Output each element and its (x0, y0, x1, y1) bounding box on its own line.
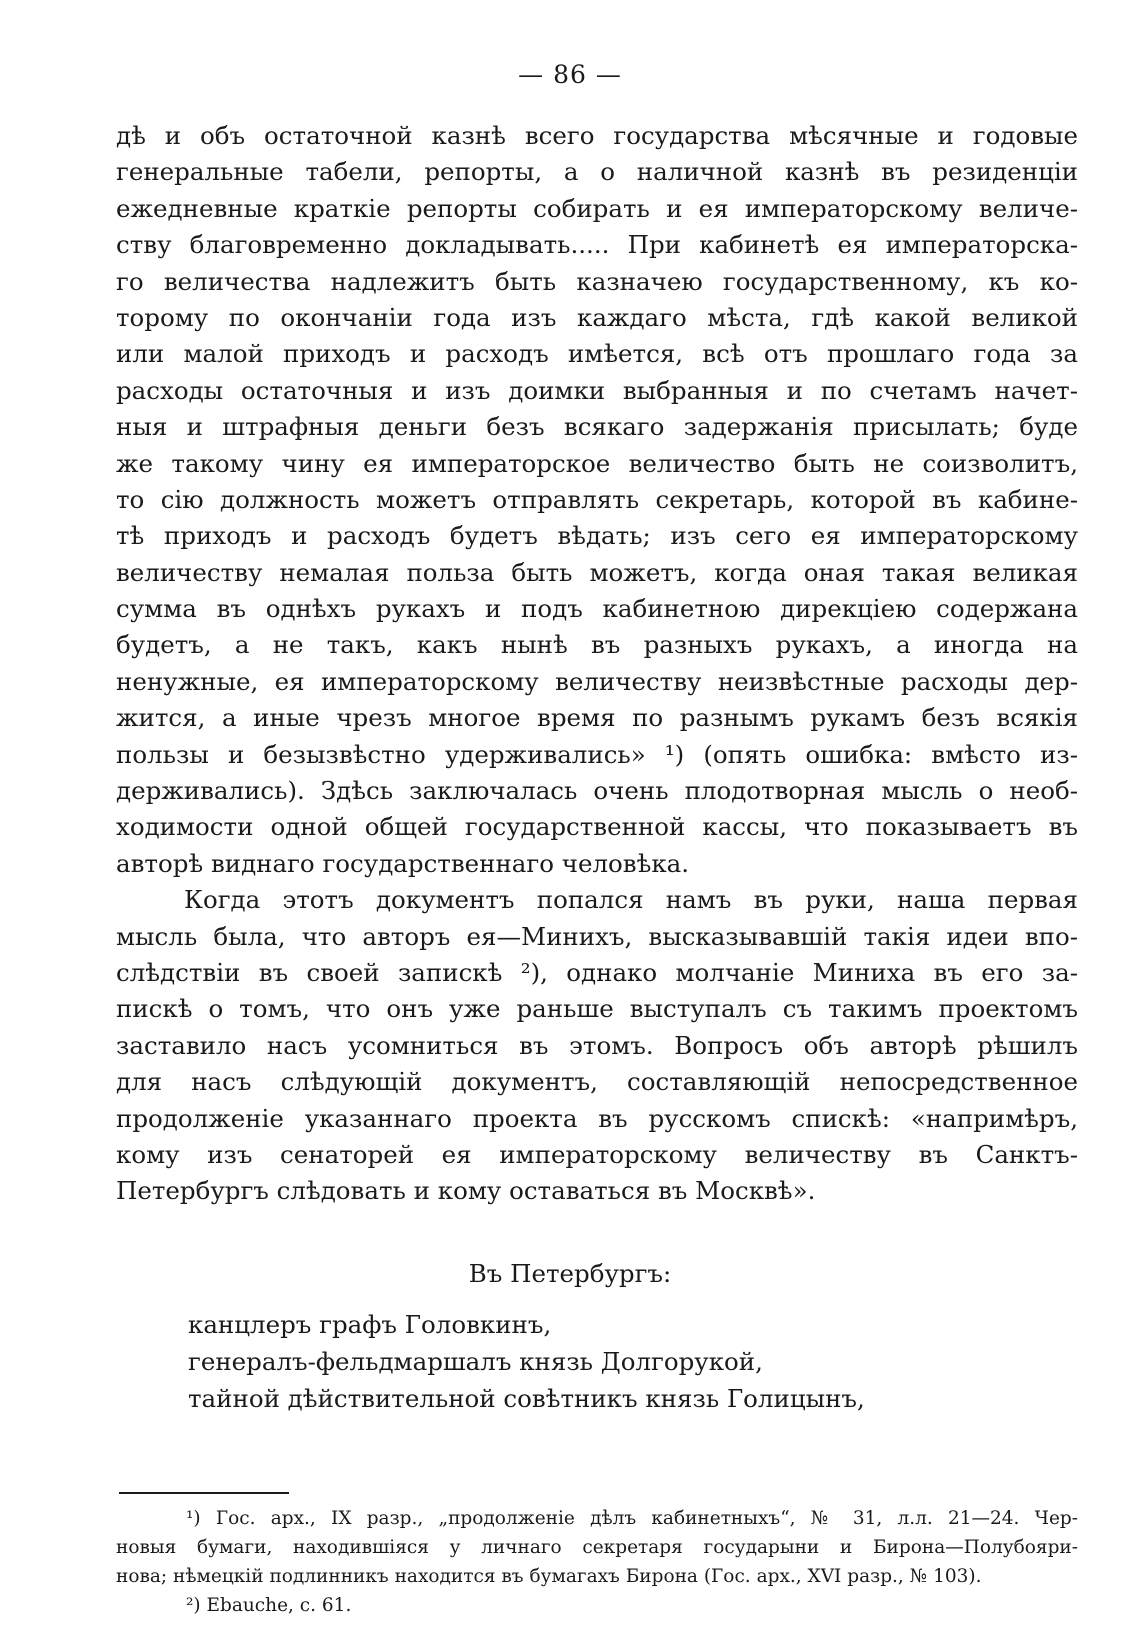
text-line: величеству немалая польза быть можетъ, когда оная такая великая (116, 557, 1078, 587)
text-line: ненужные, ея императорскому величеству неизвѣстные расходы дер- (116, 666, 1078, 696)
text-line: будетъ, а не такъ, какъ нынѣ въ разныхъ рукахъ, а иногда на (116, 630, 1078, 660)
text-line: мысль была, что авторъ ея—Минихъ, высказывавшій такія идеи впо- (116, 921, 1078, 951)
text-line: или малой приходъ и расходъ имѣется, всѣ отъ прошлаго года за (116, 339, 1078, 369)
text-line: ныя и штрафныя деньги безъ всякаго задержанія присылать; буде (116, 412, 1078, 442)
footnotes (116, 1504, 1078, 1620)
text-line: пискѣ о томъ, что онъ уже раньше выступалъ съ такимъ проектомъ (116, 994, 1078, 1024)
text-line: же такому чину ея императорское величество быть не соизволитъ, (116, 448, 1078, 478)
text-line: слѣдствіи въ своей запискѣ ²), однако молчаніе Миниха въ его за- (116, 957, 1078, 987)
list-item: тайной дѣйствительной совѣтникъ князь Голицынъ, (188, 1384, 865, 1413)
list-item: канцлеръ графъ Головкинъ, (188, 1310, 552, 1339)
text-line: то сію должность можетъ отправлять секретарь, которой въ кабине- (116, 484, 1078, 514)
text-line: Когда этотъ документъ попался намъ въ руки, наша первая (184, 885, 1078, 915)
text-line: сумма въ однѣхъ рукахъ и подъ кабинетною дирекціею содержана (116, 594, 1078, 624)
main-text (116, 118, 1078, 1210)
footnote-line: нова; нѣмецкій подлинникъ находится въ бумагахъ Бирона (Гос. арх., XVI разр., № 103). (116, 1566, 982, 1587)
text-line: кому изъ сенаторей ея императорскому величеству въ Санктъ- (116, 1139, 1078, 1169)
text-line: го величества надлежитъ быть казначею государственному, къ ко- (116, 266, 1078, 296)
text-line: заставило насъ усомниться въ этомъ. Вопросъ объ авторѣ рѣшилъ (116, 1030, 1078, 1060)
text-line: торому по окончаніи года изъ каждаго мѣста, гдѣ какой великой (116, 302, 1078, 332)
footnote-line: новыя бумаги, находившіяся у личнаго секретаря государыни и Бирона—Полубояри- (116, 1537, 1078, 1558)
list-item: генералъ-фельдмаршалъ князь Долгорукой, (188, 1347, 763, 1376)
text-line: жится, а иные чрезъ многое время по разнымъ рукамъ безъ всякія (116, 703, 1078, 733)
text-line: держивались). Здѣсь заключалась очень плодотворная мысль о необ- (116, 776, 1078, 806)
section-heading: Въ Петербургъ: (468, 1259, 672, 1288)
footnote-divider (119, 1492, 289, 1494)
text-line: тѣ приходъ и расходъ будетъ вѣдать; изъ сего ея императорскому (116, 521, 1078, 551)
text-line: авторѣ виднаго государственнаго человѣка. (116, 848, 690, 878)
text-line: Петербургъ слѣдовать и кому оставаться въ Москвѣ». (116, 1176, 816, 1206)
footnote-line: ²) Ebauche, с. 61. (186, 1595, 352, 1616)
name-list (188, 1306, 1078, 1417)
text-line: расходы остаточныя и изъ доимки выбранныя и по счетамъ начет- (116, 375, 1078, 405)
page-number: — 86 — (518, 60, 622, 89)
text-line: для насъ слѣдующій документъ, составляющій непосредственное (116, 1067, 1078, 1097)
text-line: дѣ и объ остаточной казнѣ всего государства мѣсячные и годовые (116, 121, 1078, 150)
footnote-line: ¹) Гос. арх., IX разр., „продолженіе дѣлъ кабинетныхъ“, № 31, л.л. 21—24. Чер- (186, 1508, 1078, 1529)
text-line: ежедневные краткіе репорты собирать и ея императорскому величе- (116, 193, 1078, 223)
text-line: ходимости одной общей государственной кассы, что показываетъ въ (116, 812, 1078, 842)
text-line: пользы и безызвѣстно удерживались» ¹) (опять ошибка: вмѣсто из- (116, 739, 1078, 769)
text-line: ству благовременно докладывать..... При кабинетѣ ея императорска- (116, 230, 1078, 260)
text-line: генеральные табели, репорты, а о наличной казнѣ въ резиденціи (116, 157, 1078, 187)
text-line: продолженіе указаннаго проекта въ русскомъ спискѣ: «напримѣръ, (116, 1103, 1078, 1133)
